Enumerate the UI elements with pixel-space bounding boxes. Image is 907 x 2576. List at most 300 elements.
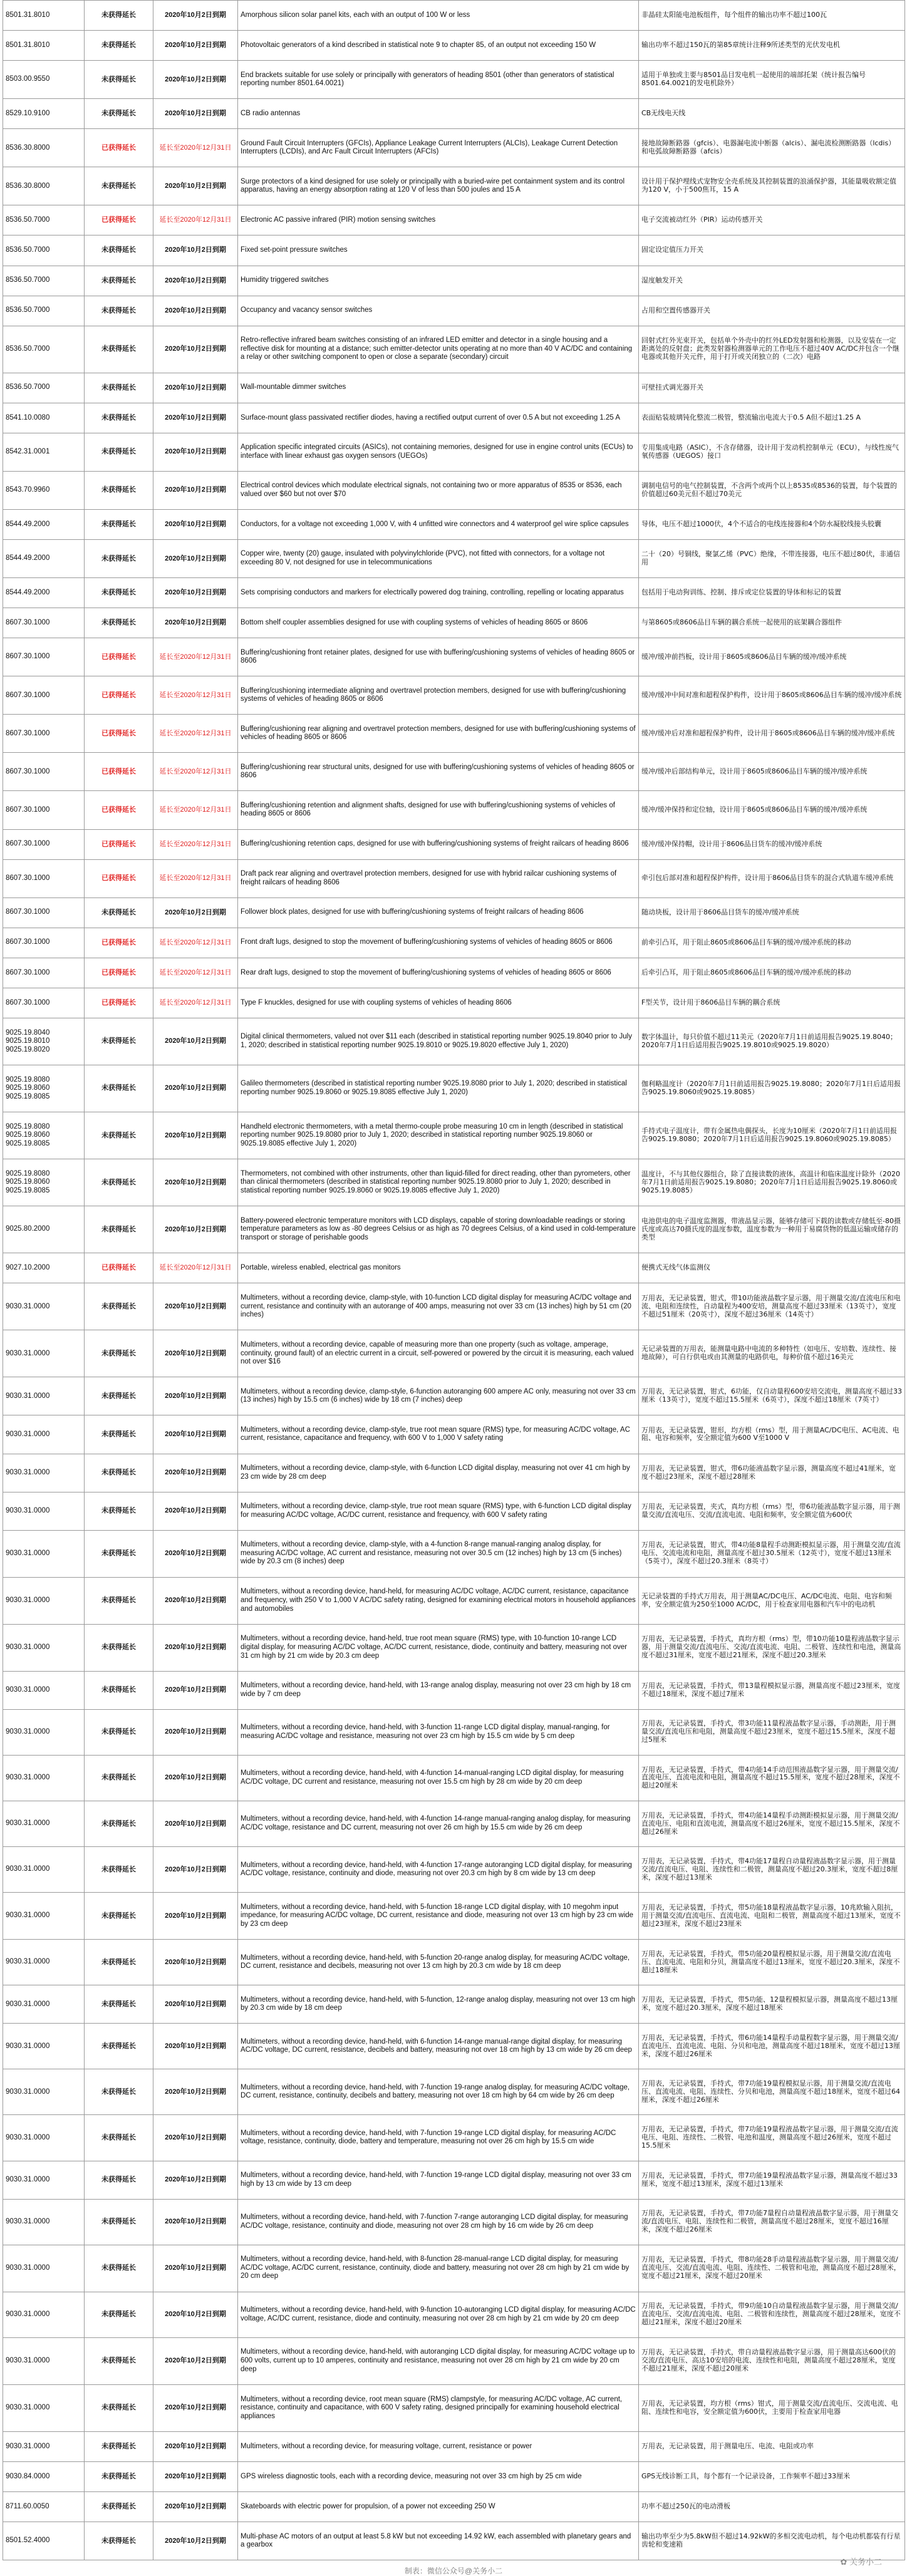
english-description-cell: Conductors, for a voltage not exceeding 1,000 V, with 4 unfitted wire connectors and 4 waterproof gel wire splice capsules <box>238 509 639 539</box>
table-row <box>3 2199 905 2245</box>
table-row <box>3 1801 905 1847</box>
table-row <box>3 326 905 373</box>
chinese-description-cell: 无记录装置的手持式万用表，用于测量AC/DC电压、AC/DC电流、电阻、电容和频率，安全额定值为250至1000 AC/DC，用于检查家用电器和汽车中的电动机 <box>639 1577 905 1624</box>
extension-status-cell: 已获得延长 <box>85 958 153 988</box>
table-row <box>3 2384 905 2431</box>
hts-code-cell: 9030.31.0000 <box>3 2199 85 2245</box>
chinese-description-cell: 可壁挂式调光器开关 <box>639 373 905 403</box>
hts-code-cell: 9030.31.0000 <box>3 2115 85 2161</box>
hts-code-cell: 8541.10.0080 <box>3 403 85 433</box>
table-row <box>3 1377 905 1415</box>
chinese-description-cell: 包括用于电动狗训练、控制、排斥或定位装置的导体和标记的装置 <box>639 578 905 608</box>
hts-code-cell: 8501.31.8010 <box>3 1 85 31</box>
hts-code-cell: 8607.30.1000 <box>3 638 85 676</box>
english-description-cell: Buffering/cushioning rear aligning and overtravel protection members, designed for use with buffering/cushioning systems of vehicles of heading 8605 or 8606 <box>238 715 639 753</box>
chinese-description-cell: 万用表，无记录装置，手持式，带13量程模拟显示器，测量高度不超过23厘米，宽度不超过18厘米，深度不超过7厘米 <box>639 1671 905 1709</box>
extension-status-cell: 未获得延长 <box>85 1283 153 1330</box>
chinese-description-cell: F型关节，设计用于8606品目车辆的耦合系统 <box>639 988 905 1018</box>
extension-status-cell: 未获得延长 <box>85 2384 153 2431</box>
table-row <box>3 2337 905 2384</box>
table-row <box>3 2492 905 2522</box>
extension-status-cell: 未获得延长 <box>85 1330 153 1377</box>
extension-status-cell: 已获得延长 <box>85 205 153 235</box>
extension-status-cell: 未获得延长 <box>85 1 153 31</box>
english-description-cell: Multimeters, without a recording device, hand-held, with 6-function 14-range manual-range digital display, for measuring AC/DC voltage, DC current, resistance, decibels and battery, measuring not over 18 cm high by 13 cm wide by 26 cm deep <box>238 2024 639 2069</box>
table-row <box>3 2069 905 2115</box>
hts-code-cell: 8536.50.7000 <box>3 205 85 235</box>
expiry-date-cell: 2020年10月2日到期 <box>153 1671 238 1709</box>
english-description-cell: Buffering/cushioning intermediate aligning and overtravel protection members, designed for use with buffering/cushioning systems of vehicles of heading 8605 or 8606 <box>238 676 639 715</box>
extension-status-cell: 未获得延长 <box>85 99 153 129</box>
chinese-description-cell: 缓冲/缓冲保持帽，设计用于8606品目货车的缓冲/缓冲系统 <box>639 829 905 859</box>
table-row <box>3 433 905 471</box>
hts-code-cell: 9030.31.0000 <box>3 1671 85 1709</box>
chinese-description-cell: 万用表，无记录装置，手持式，带7功能7量程自动量程液晶数字显示器，用于测量交流/直流电压、电阻、连续性和二极管，测量高度不超过28厘米，宽度不超过16厘米，深度不超过26厘米 <box>639 2199 905 2245</box>
hts-code-cell: 8607.30.1000 <box>3 829 85 859</box>
english-description-cell: Multimeters, without a recording device, capable of measuring more than one property (such as voltage, amperage, continuity, ground fault) of an electric current in a circuit, self-powered or powered by the circuit it is measuring, each valued not over $16 <box>238 1330 639 1377</box>
english-description-cell: Wall-mountable dimmer switches <box>238 373 639 403</box>
expiry-date-cell: 2020年10月2日到期 <box>153 1330 238 1377</box>
table-row <box>3 1624 905 1671</box>
hts-code-cell: 9030.31.0000 <box>3 1985 85 2024</box>
expiry-date-cell: 延长至2020年12月31日 <box>153 129 238 167</box>
extension-status-cell: 未获得延长 <box>85 1530 153 1577</box>
chinese-description-cell: 万用表，无记录装置，手持式，带9功能10自动量程液晶数字显示器，用于测量交流/直流电压、交流/直流电流、电阻、二极管和连续性，测量高度不超过28厘米，宽度不超过21厘米，深度不超过20厘米 <box>639 2292 905 2337</box>
english-description-cell: End brackets suitable for use solely or principally with generators of heading 8501 (other than generators of statistical reporting number 8501.64.0021) <box>238 61 639 99</box>
table-row <box>3 958 905 988</box>
expiry-date-cell: 2020年10月2日到期 <box>153 471 238 509</box>
table-row <box>3 829 905 859</box>
extension-status-cell: 未获得延长 <box>85 578 153 608</box>
english-description-cell: Buffering/cushioning retention caps, designed for use with buffering/cushioning systems of freight railcars of heading 8606 <box>238 829 639 859</box>
expiry-date-cell: 2020年10月2日到期 <box>153 1065 238 1112</box>
english-description-cell: GPS wireless diagnostic tools, each with a recording device, measuring not over 33 cm high by 25 cm wide <box>238 2461 639 2491</box>
english-description-cell: Multimeters, without a recording device, hand-held, with 3-function 11-range LCD digital display, manual-ranging, for measuring AC/DC voltage and resistance, measuring not over 23 cm high by 15.5 cm wide by 5 cm deep <box>238 1709 639 1755</box>
hts-code-cell: 8607.30.1000 <box>3 958 85 988</box>
hts-code-cell: 9025.19.8080 9025.19.8060 9025.19.8085 <box>3 1112 85 1159</box>
chinese-description-cell: 手持式电子温度计，带有金属热电偶探头，长度为10厘米（2020年7月1日前适用报告9025.19.8080；2020年7月1日后适用报告9025.19.8060或9025.19.8085） <box>639 1112 905 1159</box>
table-row <box>3 1577 905 1624</box>
english-description-cell: Multimeters, without a recording device, hand-held, with 9-function 10-autoranging LCD digital display, for measuring AC/DC voltage, AC/DC current, resistance, diode and continuity, measuring not over 28 cm high by 21 cm wide by 20 cm deep <box>238 2292 639 2337</box>
english-description-cell: Buffering/cushioning rear structural units, designed for use with buffering/cushioning systems of vehicles of heading 8605 or 8606 <box>238 753 639 791</box>
hts-code-cell: 8711.60.0050 <box>3 2492 85 2522</box>
english-description-cell: Multimeters, without a recording device, for measuring voltage, current, resistance or power <box>238 2431 639 2461</box>
english-description-cell: Multimeters, without a recording device, hand-held, with 4-function 14-manual-ranging LCD digital display, for measuring AC/DC voltage, DC current and resistance, measuring not over 15.5 cm high by 28 cm wide by 20 cm deep <box>238 1755 639 1801</box>
extension-status-cell: 未获得延长 <box>85 1709 153 1755</box>
chinese-description-cell: 万用表，无记录装置，手持式，带4功能17量程自动量程液晶数字显示器，用于测量交流/直流电压、电阻、连续性和二极管，测量高度不超过20.3厘米，宽度不超过8厘米，深度不超过13厘米 <box>639 1847 905 1893</box>
expiry-date-cell: 2020年10月2日到期 <box>153 2492 238 2522</box>
table-row <box>3 1985 905 2024</box>
extension-status-cell: 未获得延长 <box>85 1206 153 1253</box>
chinese-description-cell: 设计用于保护埋线式宠物安全壳系统及其控制装置的浪涌保护器，其能量吸收额定值为120 V，小于500焦耳，15 A <box>639 167 905 205</box>
hts-code-cell: 8607.30.1000 <box>3 715 85 753</box>
table-row <box>3 1283 905 1330</box>
extension-status-cell: 未获得延长 <box>85 1847 153 1893</box>
tariff-exclusion-table <box>3 0 905 2560</box>
table-row <box>3 129 905 167</box>
extension-status-cell: 已获得延长 <box>85 129 153 167</box>
expiry-date-cell: 延长至2020年12月31日 <box>153 958 238 988</box>
english-description-cell: Galileo thermometers (described in statistical reporting number 9025.19.8080 prior to July 1, 2020; described in statistical reporting number 9025.19.8060 or 9025.19.8085 effective July 1, 2020) <box>238 1065 639 1112</box>
extension-status-cell: 未获得延长 <box>85 1159 153 1206</box>
table-row <box>3 403 905 433</box>
extension-status-cell: 未获得延长 <box>85 266 153 296</box>
extension-status-cell: 未获得延长 <box>85 403 153 433</box>
expiry-date-cell: 2020年10月2日到期 <box>153 2292 238 2337</box>
table-row <box>3 1065 905 1112</box>
english-description-cell: Multi-phase AC motors of an output at least 5.8 kW but not exceeding 14.92 kW, each assembled with planetary gears and a gearbox <box>238 2522 639 2560</box>
table-row <box>3 471 905 509</box>
english-description-cell: Follower block plates, designed for use with buffering/cushioning systems of freight railcars of heading 8606 <box>238 897 639 928</box>
chinese-description-cell: 缓冲/缓冲后对准和超程保护构件，设计用于8605或8606品目车辆的缓冲/缓冲系统 <box>639 715 905 753</box>
table-row <box>3 1940 905 1985</box>
table-row <box>3 1454 905 1492</box>
chinese-description-cell: 随动块板，设计用于8606品目货车的缓冲/缓冲系统 <box>639 897 905 928</box>
extension-status-cell: 已获得延长 <box>85 859 153 897</box>
english-description-cell: Multimeters, without a recording device, hand-held, with 7-function 19-range analog display, for measuring AC/DC voltage, DC current, resistance, continuity, decibels and battery, measuring not over 18 cm high by 64 cm wide by 26 cm deep <box>238 2069 639 2115</box>
english-description-cell: Multimeters, without a recording device, hand-held, for measuring AC/DC voltage, AC/DC current, resistance, capacitance and frequency, with 250 V to 1,000 V AC/DC safety rating, designed for examining electrical motors in household appliances and automobiles <box>238 1577 639 1624</box>
table-row <box>3 373 905 403</box>
hts-code-cell: 8544.49.2000 <box>3 509 85 539</box>
hts-code-cell: 8544.49.2000 <box>3 540 85 578</box>
extension-status-cell: 未获得延长 <box>85 296 153 326</box>
table-row <box>3 1018 905 1065</box>
hts-code-cell: 9030.31.0000 <box>3 1283 85 1330</box>
extension-status-cell: 未获得延长 <box>85 2115 153 2161</box>
hts-code-cell: 9030.31.0000 <box>3 1415 85 1454</box>
chinese-description-cell: 万用表，无记录装置，钳形，均方根（rms）型，用于测量AC/DC电压、AC电流、电阻、电容和频率，安全额定值为600 V至1000 V <box>639 1415 905 1454</box>
english-description-cell: Humidity triggered switches <box>238 266 639 296</box>
expiry-date-cell: 2020年10月2日到期 <box>153 1454 238 1492</box>
table-row <box>3 791 905 829</box>
table-row <box>3 928 905 958</box>
expiry-date-cell: 2020年10月2日到期 <box>153 1709 238 1755</box>
chinese-description-cell: 电子交流被动红外（PIR）运动传感开关 <box>639 205 905 235</box>
english-description-cell: Copper wire, twenty (20) gauge, insulated with polyvinylchloride (PVC), not fitted with connectors, for a voltage not exceeding 80 V, not designed for use in telecommunications <box>238 540 639 578</box>
hts-code-cell: 9030.31.0000 <box>3 2292 85 2337</box>
expiry-date-cell: 2020年10月2日到期 <box>153 1624 238 1671</box>
hts-code-cell: 8607.30.1000 <box>3 791 85 829</box>
chinese-description-cell: 电池供电的电子温度监测器，带液晶显示器，能够存储可下载的读数或存储低至-80摄氏度或高达70摄氏度的温度参数，温度参数为一种用于易腐货物的低温运输或储存的类型 <box>639 1206 905 1253</box>
expiry-date-cell: 延长至2020年12月31日 <box>153 205 238 235</box>
english-description-cell: Multimeters, without a recording device, hand-held, with 7-function 19-range LCD digital display, for measuring AC/DC voltage, resistance, continuity, diode, battery and temperature, measuring not over 26 cm high by 15.5 cm wide <box>238 2115 639 2161</box>
english-description-cell: Multimeters, without a recording device, clamp-style, with 6-function LCD digital display, measuring not over 41 cm high by 23 cm wide by 28 cm deep <box>238 1454 639 1492</box>
english-description-cell: Photovoltaic generators of a kind described in statistical note 9 to chapter 85, of an output not exceeding 150 W <box>238 31 639 61</box>
extension-status-cell: 已获得延长 <box>85 753 153 791</box>
chinese-description-cell: 万用表，无记录装置，手持式，带4功能14手动范围液晶数字显示器，用于测量交流/直流电压、直流电流和电阻，测量高度不超过15.5厘米，宽度不超过28厘米，深度不超过20厘米 <box>639 1755 905 1801</box>
table-row <box>3 1330 905 1377</box>
chinese-description-cell: 无记录装置的万用表，能测量电路中电流的多种特性（如电压、安培数、连续性、接地故障），可自行供电或由其测量的电路供电，每种价值不超过16美元 <box>639 1330 905 1377</box>
table-row <box>3 578 905 608</box>
chinese-description-cell: 后牵引凸耳，用于阻止8605或8606品目车辆的缓冲/缓冲系统的移动 <box>639 958 905 988</box>
chinese-description-cell: 占用和空置传感器开关 <box>639 296 905 326</box>
chinese-description-cell: 前牵引凸耳，用于阻止8605或8606品目车辆的缓冲/缓冲系统的移动 <box>639 928 905 958</box>
table-row <box>3 2245 905 2292</box>
hts-code-cell: 9030.31.0000 <box>3 1330 85 1377</box>
hts-code-cell: 9025.19.8080 9025.19.8060 9025.19.8085 <box>3 1159 85 1206</box>
chinese-description-cell: 数字体温计，每只价值不超过11美元（2020年7月1日前适用报告9025.19.8040；2020年7月1日后适用报告9025.19.8010或9025.19.8020） <box>639 1018 905 1065</box>
table-row <box>3 638 905 676</box>
expiry-date-cell: 2020年10月2日到期 <box>153 266 238 296</box>
english-description-cell: Multimeters, without a recording device, clamp-style, true root mean square (RMS) type, for measuring AC/DC voltage, AC current, resistance, capacitance and frequency, with 600 V to 1,000 V safety rating <box>238 1415 639 1454</box>
chinese-description-cell: 万用表，无记录装置，手持式，带5功能、12量程模拟显示器，测量高度不超过13厘米，宽度不超过20.3厘米，深度不超过18厘米 <box>639 1985 905 2024</box>
hts-code-cell: 9025.19.8080 9025.19.8060 9025.19.8085 <box>3 1065 85 1112</box>
extension-status-cell: 未获得延长 <box>85 1801 153 1847</box>
english-description-cell: Front draft lugs, designed to stop the movement of buffering/cushioning systems of vehicles of heading 8605 or 8606 <box>238 928 639 958</box>
english-description-cell: Thermometers, not combined with other instruments, other than liquid-filled for direct reading, other than pyrometers, other than clinical thermometers (described in statistical reporting number 9025.19.8080 prior to July 1, 2020; described in statistical reporting number 9025.19.8060 or 9025.19.8085 effective July 1, 2020) <box>238 1159 639 1206</box>
hts-code-cell: 8607.30.1000 <box>3 859 85 897</box>
expiry-date-cell: 2020年10月2日到期 <box>153 1755 238 1801</box>
english-description-cell: Multimeters, without a recording device, clamp-style, with a 4-function 8-range manual-ranging analog display, for measuring AC/DC voltage, AC current and resistance, measuring not over 30.5 cm (12 inches) high by 13 cm (5 inches) wide by 20.3 cm (8 inches) deep <box>238 1530 639 1577</box>
table-row <box>3 2024 905 2069</box>
chinese-description-cell: 万用表，无记录装置，手持式，带6功能14量程手动量程数字显示器，用于测量交流/直流电压、直流电流、电阻、分贝和电池，测量高度不超过18厘米，宽度不超过13厘米，深度不超过26厘米 <box>639 2024 905 2069</box>
english-description-cell: Multimeters, without a recording device, root mean square (RMS) clampstyle, for measuring AC/DC voltage, AC current, resistance, continuity and capacitance, with 600 V safety rating, designed principally for examining household electrical appliances <box>238 2384 639 2431</box>
hts-code-cell: 9030.31.0000 <box>3 2024 85 2069</box>
expiry-date-cell: 2020年10月2日到期 <box>153 2431 238 2461</box>
hts-code-cell: 9030.31.0000 <box>3 1893 85 1940</box>
extension-status-cell: 未获得延长 <box>85 1577 153 1624</box>
hts-code-cell: 8607.30.1000 <box>3 753 85 791</box>
extension-status-cell: 已获得延长 <box>85 928 153 958</box>
english-description-cell: Sets comprising conductors and markers for electrically powered dog training, controlling, repelling or locating apparatus <box>238 578 639 608</box>
table-row <box>3 897 905 928</box>
hts-code-cell: 8501.31.8010 <box>3 31 85 61</box>
extension-status-cell: 未获得延长 <box>85 167 153 205</box>
english-description-cell: Occupancy and vacancy sensor switches <box>238 296 639 326</box>
english-description-cell: Multimeters, without a recording device, hand-held, with 5-function, 12-range analog display, measuring not over 13 cm high by 20.3 cm wide by 18 cm deep <box>238 1985 639 2024</box>
extension-status-cell: 已获得延长 <box>85 638 153 676</box>
english-description-cell: Multimeters, without a recording device, hand-held, with 4-function 14-range manual-ranging analog display, for measuring AC/DC voltage, resistance and DC current, measuring not over 26 cm high by 15.5 cm wide by 26 cm deep <box>238 1801 639 1847</box>
chinese-description-cell: 导体，电压不超过1000伏，4个不适合的电线连接器和4个防水凝胶线接头胶囊 <box>639 509 905 539</box>
expiry-date-cell: 2020年10月2日到期 <box>153 1159 238 1206</box>
chinese-description-cell: 万用表，无记录装置，夹式，真均方根（rms）型，带6功能液晶数字显示器，用于测量交流/直流电压、交流/直流电流、电阻和频率，安全额定值为600伏 <box>639 1492 905 1530</box>
expiry-date-cell: 2020年10月2日到期 <box>153 296 238 326</box>
expiry-date-cell: 2020年10月2日到期 <box>153 1112 238 1159</box>
table-row <box>3 1847 905 1893</box>
chinese-description-cell: 万用表，无记录装置，手持式，带8功能28手动量程液晶数字显示器，用于测量交流/直流电压、交流/直流电流、电阻、连续性、二极管和电池，测量高度不超过28厘米，宽度不超过21厘米，深度不超过20厘米 <box>639 2245 905 2292</box>
hts-code-cell: 8607.30.1000 <box>3 897 85 928</box>
chinese-description-cell: 适用于单独或主要与8501品目发电机一起使用的端部托架（统计报告编号8501.64.0021的发电机除外） <box>639 61 905 99</box>
expiry-date-cell: 2020年10月2日到期 <box>153 1577 238 1624</box>
extension-status-cell: 未获得延长 <box>85 1492 153 1530</box>
english-description-cell: Handheld electronic thermometers, with a metal thermo-couple probe measuring 10 cm in length (described in statistical reporting number 9025.19.8080 prior to July 1, 2020; described in statistical reporting number 9025.19.8060 or 9025.19.8085 effective July 1, 2020) <box>238 1112 639 1159</box>
chinese-description-cell: GPS无线诊断工具，每个都有一个记录设备，工作频率不超过33厘米 <box>639 2461 905 2491</box>
english-description-cell: Multimeters, without a recording device, hand-held, with 7-function 19-range LCD digital display, measuring not over 33 cm high by 13 cm wide by 13 cm deep <box>238 2161 639 2199</box>
english-description-cell: Multimeters, without a recording device, clamp-style, 6-function autoranging 600 ampere AC only, measuring not over 33 cm (13 inches) high by 15.5 cm (6 inches) wide by 18 cm (7 inches) deep <box>238 1377 639 1415</box>
table-row <box>3 1709 905 1755</box>
chinese-description-cell: 表面贴装玻璃钝化整流二极管，整流输出电流大于0.5 A但不超过1.25 A <box>639 403 905 433</box>
extension-status-cell: 未获得延长 <box>85 1985 153 2024</box>
extension-status-cell: 未获得延长 <box>85 2431 153 2461</box>
hts-code-cell: 9030.31.0000 <box>3 2384 85 2431</box>
extension-status-cell: 未获得延长 <box>85 2069 153 2115</box>
english-description-cell: Buffering/cushioning front retainer plates, designed for use with buffering/cushioning systems of vehicles of heading 8605 or 8606 <box>238 638 639 676</box>
table-row <box>3 2522 905 2560</box>
expiry-date-cell: 延长至2020年12月31日 <box>153 928 238 958</box>
english-description-cell: Digital clinical thermometers, valued not over $11 each (described in statistical reporting number 9025.19.8040 prior to July 1, 2020; described in statistical reporting number 9025.19.8010 or 9025.19.8020 effective July 1, 2020) <box>238 1018 639 1065</box>
hts-code-cell: 9030.31.0000 <box>3 2161 85 2199</box>
hts-code-cell: 9030.31.0000 <box>3 1624 85 1671</box>
english-description-cell: Multimeters, without a recording device, hand-held, with 8-function 28-manual-range LCD digital display, for measuring AC/DC voltage, AC/DC current, resistance, continuity, diode and battery, measuring not over 28 cm high by 21 cm wide by 20 cm deep <box>238 2245 639 2292</box>
english-description-cell: Draft pack rear aligning and overtravel protection members, designed for use with hybrid railcar cushioning systems of freight railcars of heading 8606 <box>238 859 639 897</box>
extension-status-cell: 已获得延长 <box>85 676 153 715</box>
expiry-date-cell: 2020年10月2日到期 <box>153 1847 238 1893</box>
chinese-description-cell: 伽利略温度计（2020年7月1日前适用报告9025.19.8080；2020年7月1日后适用报告9025.19.8060或9025.19.8085） <box>639 1065 905 1112</box>
expiry-date-cell: 2020年10月2日到期 <box>153 1801 238 1847</box>
extension-status-cell: 未获得延长 <box>85 608 153 638</box>
table-row <box>3 676 905 715</box>
chinese-description-cell: 万用表，无记录装置，钳式，带6功能液晶数字显示器，测量高度不超过41厘米，宽度不超过23厘米，深度不超过28厘米 <box>639 1454 905 1492</box>
hts-code-cell: 8607.30.1000 <box>3 676 85 715</box>
table-row <box>3 1206 905 1253</box>
expiry-date-cell: 2020年10月2日到期 <box>153 2522 238 2560</box>
table-row <box>3 1530 905 1577</box>
extension-status-cell: 未获得延长 <box>85 1671 153 1709</box>
table-row <box>3 167 905 205</box>
extension-status-cell: 未获得延长 <box>85 2161 153 2199</box>
hts-code-cell: 9030.31.0000 <box>3 2337 85 2384</box>
expiry-date-cell: 2020年10月2日到期 <box>153 2245 238 2292</box>
hts-code-cell: 8544.49.2000 <box>3 578 85 608</box>
hts-code-cell: 8536.50.7000 <box>3 373 85 403</box>
extension-status-cell: 未获得延长 <box>85 1112 153 1159</box>
hts-code-cell: 8543.70.9960 <box>3 471 85 509</box>
expiry-date-cell: 2020年10月2日到期 <box>153 1893 238 1940</box>
extension-status-cell: 未获得延长 <box>85 897 153 928</box>
expiry-date-cell: 2020年10月2日到期 <box>153 2337 238 2384</box>
table-row <box>3 235 905 266</box>
extension-status-cell: 未获得延长 <box>85 31 153 61</box>
table-row <box>3 859 905 897</box>
expiry-date-cell: 2020年10月2日到期 <box>153 1530 238 1577</box>
extension-status-cell: 未获得延长 <box>85 2337 153 2384</box>
extension-status-cell: 未获得延长 <box>85 1893 153 1940</box>
extension-status-cell: 未获得延长 <box>85 2461 153 2491</box>
extension-status-cell: 未获得延长 <box>85 235 153 266</box>
table-row <box>3 988 905 1018</box>
english-description-cell: Portable, wireless enabled, electrical gas monitors <box>238 1253 639 1283</box>
expiry-date-cell: 2020年10月2日到期 <box>153 2024 238 2069</box>
extension-status-cell: 未获得延长 <box>85 2024 153 2069</box>
english-description-cell: Application specific integrated circuits (ASICs), not containing memories, designed for use in engine control units (ECUs) to interface with linear exhaust gas oxygen sensors (UEGOs) <box>238 433 639 471</box>
expiry-date-cell: 延长至2020年12月31日 <box>153 791 238 829</box>
extension-status-cell: 未获得延长 <box>85 509 153 539</box>
hts-code-cell: 8536.30.8000 <box>3 167 85 205</box>
extension-status-cell: 未获得延长 <box>85 540 153 578</box>
chinese-description-cell: 湿度触发开关 <box>639 266 905 296</box>
expiry-date-cell: 延长至2020年12月31日 <box>153 829 238 859</box>
extension-status-cell: 未获得延长 <box>85 433 153 471</box>
table-row <box>3 1159 905 1206</box>
extension-status-cell: 未获得延长 <box>85 373 153 403</box>
english-description-cell: Multimeters, without a recording device, hand-held, with 4-function 17-range autoranging LCD digital display, for measuring AC/DC voltage, resistance, continuity and diode, measuring not over 20.3 cm high by 8 cm wide by 13 cm deep <box>238 1847 639 1893</box>
hts-code-cell: 9030.84.0000 <box>3 2461 85 2491</box>
expiry-date-cell: 2020年10月2日到期 <box>153 1940 238 1985</box>
extension-status-cell: 已获得延长 <box>85 715 153 753</box>
chinese-description-cell: 万用表，无记录装置，手持式，带5功能18量程液晶数字显示器，10兆欧输入阻抗，用于测量交流/直流电压、直流电流、电阻和二极管，测量高度不超过13厘米，宽度不超过23厘米，深度不超过23厘米 <box>639 1893 905 1940</box>
table-row <box>3 2431 905 2461</box>
extension-status-cell: 未获得延长 <box>85 1377 153 1415</box>
hts-code-cell: 9030.31.0000 <box>3 1755 85 1801</box>
english-description-cell: Type F knuckles, designed for use with coupling systems of vehicles of heading 8606 <box>238 988 639 1018</box>
table-row <box>3 1492 905 1530</box>
chinese-description-cell: 二十（20）号铜线，聚氯乙烯（PVC）绝缘，不带连接器，电压不超过80伏，非通信用 <box>639 540 905 578</box>
expiry-date-cell: 延长至2020年12月31日 <box>153 715 238 753</box>
extension-status-cell: 未获得延长 <box>85 61 153 99</box>
english-description-cell: Multimeters, without a recording device, hand-held, with 5-function 20-range analog display, for measuring AC/DC voltage, DC current, resistance and decibels, measuring not over 13 cm high by 20.3 cm wide by 18 cm deep <box>238 1940 639 1985</box>
hts-code-cell: 8607.30.1000 <box>3 928 85 958</box>
table-row <box>3 1893 905 1940</box>
table-row <box>3 266 905 296</box>
table-row <box>3 608 905 638</box>
hts-code-cell: 9030.31.0000 <box>3 2431 85 2461</box>
chinese-description-cell: 功率不超过250瓦的电动滑板 <box>639 2492 905 2522</box>
chinese-description-cell: 万用表，无记录装置，手持式，带7功能19量程模拟显示器，用于测量交流/直流电压、直流电流、电阻、连续性、分贝和电池，测量高度不超过18厘米，宽度不超过64厘米，深度不超过26厘米 <box>639 2069 905 2115</box>
hts-code-cell: 8536.50.7000 <box>3 326 85 373</box>
expiry-date-cell: 2020年10月2日到期 <box>153 235 238 266</box>
expiry-date-cell: 延长至2020年12月31日 <box>153 753 238 791</box>
expiry-date-cell: 延长至2020年12月31日 <box>153 676 238 715</box>
expiry-date-cell: 2020年10月2日到期 <box>153 2199 238 2245</box>
table-row <box>3 2292 905 2337</box>
extension-status-cell: 未获得延长 <box>85 2245 153 2292</box>
english-description-cell: CB radio antennas <box>238 99 639 129</box>
hts-code-cell: 8536.30.8000 <box>3 129 85 167</box>
chinese-description-cell: 缓冲/缓冲前挡板，设计用于8605或8606品目车辆的缓冲/缓冲系统 <box>639 638 905 676</box>
english-description-cell: Multimeters, without a recording device, hand-held, with 13-range analog display, measuring not over 23 cm high by 18 cm wide by 7 cm deep <box>238 1671 639 1709</box>
extension-status-cell: 未获得延长 <box>85 1415 153 1454</box>
hts-code-cell: 8501.52.4000 <box>3 2522 85 2560</box>
table-row <box>3 753 905 791</box>
expiry-date-cell: 2020年10月2日到期 <box>153 540 238 578</box>
chinese-description-cell: CB无线电天线 <box>639 99 905 129</box>
english-description-cell: Multimeters, without a recording device, hand-held, with 5-function 18-range LCD digital display, with 10 megohm input impedance, for measuring AC/DC voltage, DC current, resistance and diode, measuring not over 13 cm high by 23 cm wide by 23 cm deep <box>238 1893 639 1940</box>
chinese-description-cell: 万用表，无记录装置，钳式，带4功能8量程手动测距模拟显示器，用于测量交流/直流电压、交流电流和电阻，测量高度不超过30.5厘米（12英寸），宽度不超过13厘米（5英寸），深度不超过20.3厘米（8英寸） <box>639 1530 905 1577</box>
chinese-description-cell: 缓冲/缓冲保持和定位轴，设计用于8605或8606品目车辆的缓冲/缓冲系统 <box>639 791 905 829</box>
table-row <box>3 1755 905 1801</box>
hts-code-cell: 9030.31.0000 <box>3 1940 85 1985</box>
hts-code-cell: 9025.19.8040 9025.19.8010 9025.19.8020 <box>3 1018 85 1065</box>
expiry-date-cell: 2020年10月2日到期 <box>153 167 238 205</box>
table-row <box>3 1415 905 1454</box>
extension-status-cell: 未获得延长 <box>85 1454 153 1492</box>
chinese-description-cell: 输出功率不超过150瓦的第85章统计注释9所述类型的光伏发电机 <box>639 31 905 61</box>
chinese-description-cell: 万用表，无记录装置，手持式，带5功能20量程模拟显示器，用于测量交流/直流电压、直流电流、电阻和分贝，测量高度不超过13厘米，宽度不超过20.3厘米，深度不超过18厘米 <box>639 1940 905 1985</box>
table-row <box>3 31 905 61</box>
expiry-date-cell: 2020年10月2日到期 <box>153 31 238 61</box>
english-description-cell: Multimeters, without a recording device, hand-held, with autoranging LCD digital display, for measuring AC/DC voltage up to 600 volts, current up to 10 amperes, continuity and resistance, measuring not over 28 cm high by 21 cm wide by 20 cm deep <box>238 2337 639 2384</box>
table-row <box>3 296 905 326</box>
expiry-date-cell: 2020年10月2日到期 <box>153 1492 238 1530</box>
chinese-description-cell: 万用表，无记录装置，手持式，带自动量程液晶数字显示器，用于测量高达600伏的交流/直流电压、高达10安培的电流、连续性和电阻，测量高度不超过28厘米，宽度不超过21厘米，深度不超过20厘米 <box>639 2337 905 2384</box>
expiry-date-cell: 2020年10月2日到期 <box>153 509 238 539</box>
expiry-date-cell: 2020年10月2日到期 <box>153 1018 238 1065</box>
expiry-date-cell: 2020年10月2日到期 <box>153 1985 238 2024</box>
expiry-date-cell: 2020年10月2日到期 <box>153 1283 238 1330</box>
expiry-date-cell: 2020年10月2日到期 <box>153 403 238 433</box>
extension-status-cell: 已获得延长 <box>85 791 153 829</box>
extension-status-cell: 未获得延长 <box>85 1624 153 1671</box>
chinese-description-cell: 万用表，无记录装置，手持式，带7功能19量程液晶数字显示器，用于测量交流/直流电压、电阻、连续性、二极管、电池和温度，测量高度不超过26厘米，宽度不超过15.5厘米 <box>639 2115 905 2161</box>
chinese-description-cell: 牵引包后部对准和超程保护构件，设计用于8606品目货车的混合式轨道车缓冲系统 <box>639 859 905 897</box>
extension-status-cell: 已获得延长 <box>85 988 153 1018</box>
hts-code-cell: 9030.31.0000 <box>3 1530 85 1577</box>
english-description-cell: Multimeters, without a recording device, hand-held, true root mean square (RMS) type, with 10-function 10-range LCD digital display, for measuring AC/DC voltage, AC/DC current, resistance, diode, continuity and battery, measuring not over 31 cm high by 21 cm wide by 20.3 cm deep <box>238 1624 639 1671</box>
table-row <box>3 2461 905 2491</box>
chinese-description-cell: 非晶硅太阳能电池板组件，每个组件的输出功率不超过100瓦 <box>639 1 905 31</box>
english-description-cell: Electrical control devices which modulate electrical signals, not containing two or more apparatus of 8535 or 8536, each valued over $60 but not over $70 <box>238 471 639 509</box>
table-row <box>3 1 905 31</box>
